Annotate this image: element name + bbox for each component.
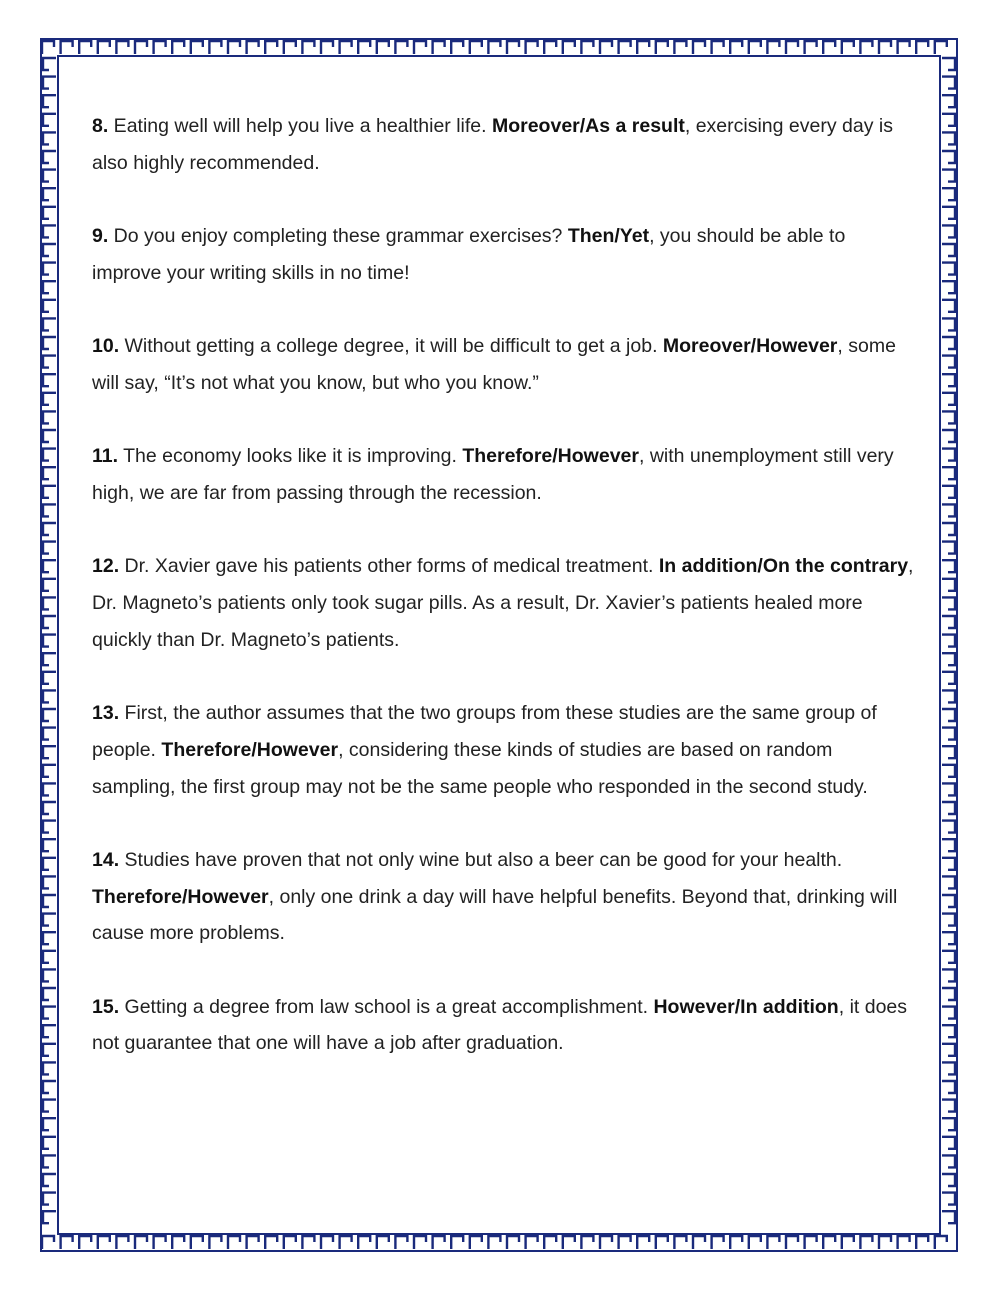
question-text-after: , you should be able to improve your writing skills in no time! — [92, 225, 846, 284]
question-text-after: , some will say, “It’s not what you know, but who you know.” — [92, 335, 896, 394]
question-text-after: , it does not guarantee that one will have a job after graduation. — [92, 995, 908, 1055]
question-text-before: Do you enjoy completing these grammar exercises? — [108, 225, 568, 248]
question-number: 10. — [92, 335, 120, 358]
question-number: 8. — [92, 115, 109, 137]
question-text-after: , exercising every day is also highly recommended. — [92, 115, 893, 174]
question-number: 9. — [92, 225, 109, 248]
answer-choice[interactable]: In addition/On the contrary — [658, 555, 909, 578]
question-12 — [92, 548, 917, 658]
question-text-after: , with unemployment still very high, we are far from passing through the recession. — [92, 445, 894, 504]
question-number: 13. — [92, 702, 120, 725]
answer-choice[interactable]: Then/Yet — [567, 225, 650, 248]
question-text-before: Studies have proven that not only wine but also a beer can be good for your health. — [119, 848, 843, 871]
question-text-before: Getting a degree from law school is a great accomplishment. — [119, 995, 654, 1018]
question-13 — [92, 695, 917, 805]
worksheet-body — [92, 108, 917, 1099]
question-8 — [92, 108, 917, 181]
question-9 — [92, 218, 917, 291]
answer-choice[interactable]: However/In addition — [653, 995, 839, 1018]
question-number: 11. — [92, 445, 119, 468]
question-text-before: Without getting a college degree, it will be difficult to get a job. — [119, 335, 663, 358]
question-text-after: , Dr. Magneto’s patients only took sugar pills. As a result, Dr. Xavier’s patients healed more quickly than Dr. Magneto’s patients. — [92, 555, 914, 651]
question-number: 12. — [92, 555, 120, 578]
question-10 — [92, 328, 917, 401]
question-text-before: Eating well will help you live a healthier life. — [108, 115, 492, 137]
question-number: 14. — [92, 848, 120, 871]
question-text-before: First, the author assumes that the two groups from these studies are the same group of people. — [92, 702, 877, 761]
answer-choice[interactable]: Therefore/However — [161, 738, 339, 761]
question-number: 15. — [92, 995, 120, 1018]
question-15 — [92, 989, 917, 1062]
question-14 — [92, 842, 917, 952]
question-text-before: Dr. Xavier gave his patients other forms of medical treatment. — [119, 555, 659, 578]
answer-choice[interactable]: Therefore/However — [462, 445, 639, 468]
question-text-after: , considering these kinds of studies are based on random sampling, the first group may not be the same people who responded in the second study. — [92, 738, 868, 798]
answer-choice[interactable]: Moreover/However — [662, 335, 838, 358]
answer-choice[interactable]: Therefore/However — [92, 885, 269, 908]
question-11 — [92, 438, 917, 511]
question-text-before: The economy looks like it is improving. — [118, 445, 463, 468]
answer-choice[interactable]: Moreover/As a result — [491, 115, 685, 137]
question-text-after: , only one drink a day will have helpful benefits. Beyond that, drinking will cause more problems. — [92, 885, 898, 945]
